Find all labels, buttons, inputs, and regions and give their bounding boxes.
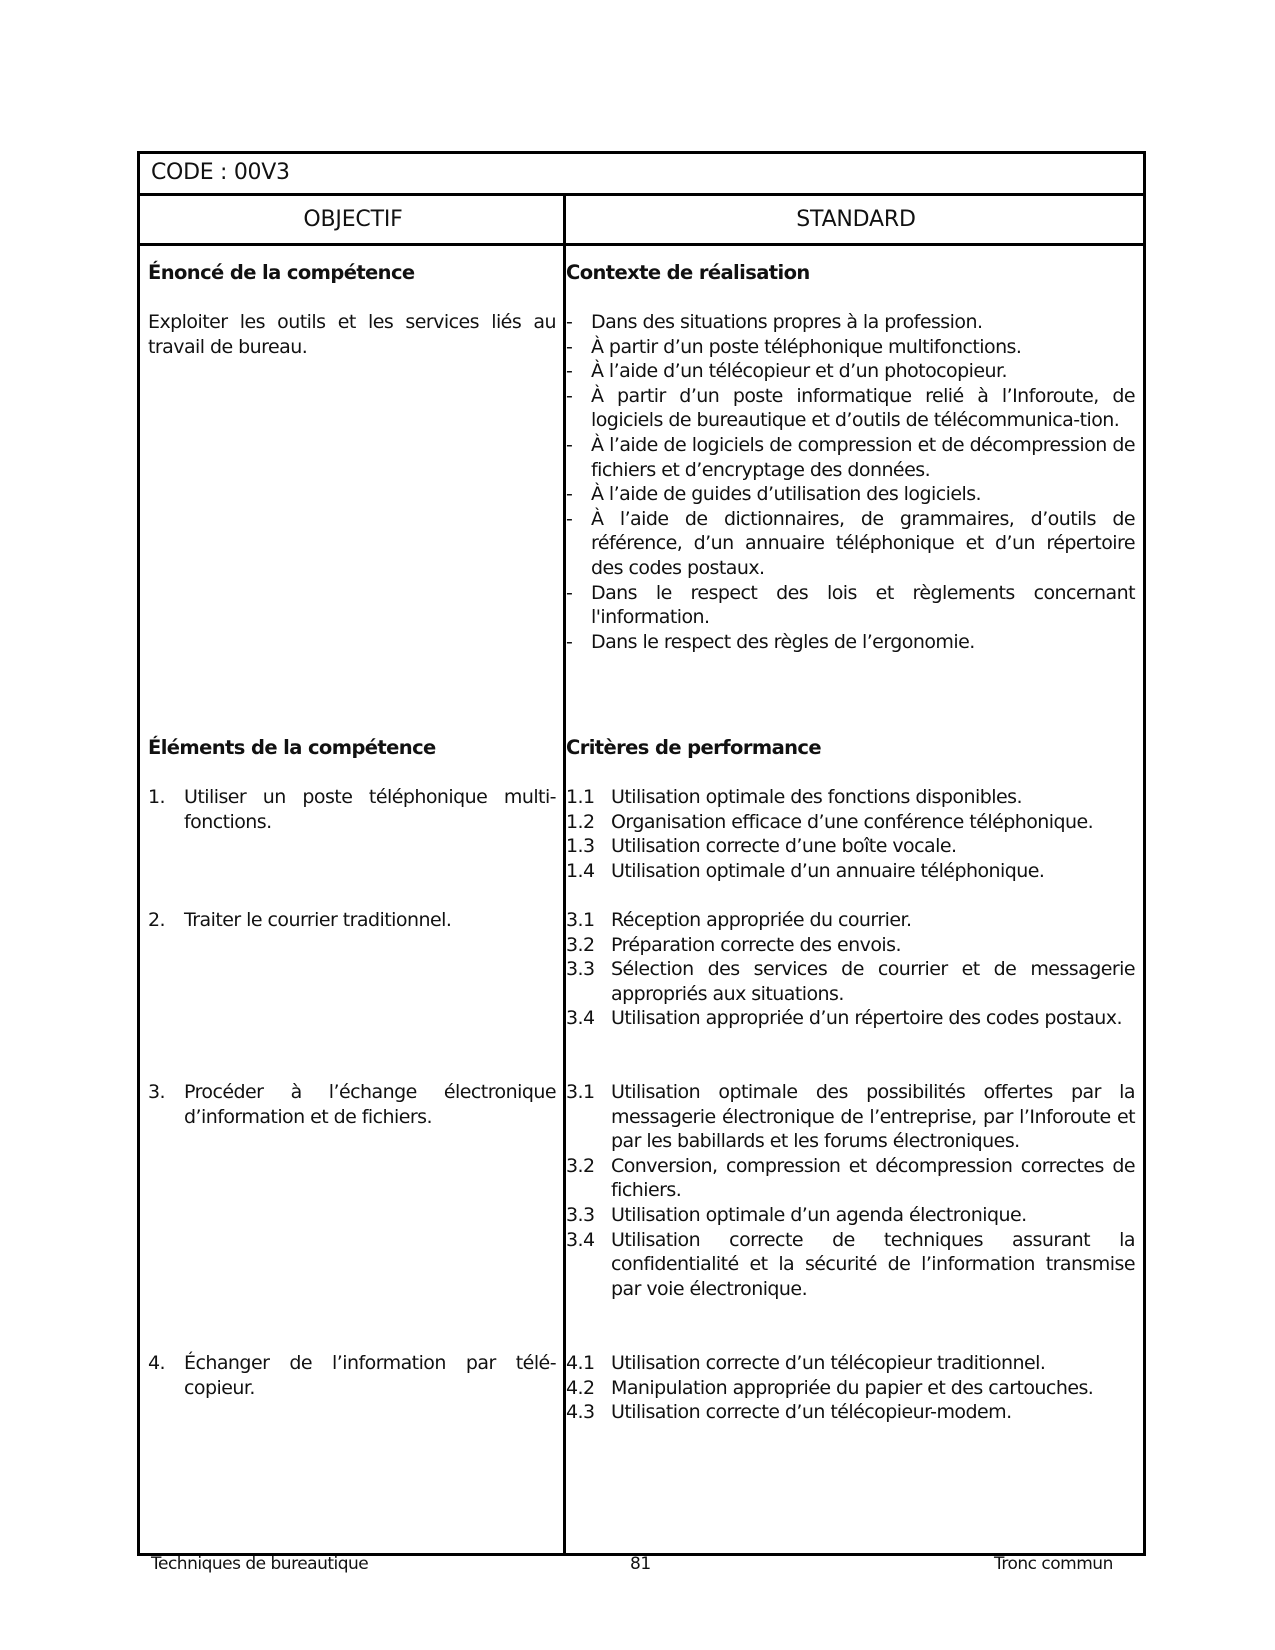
element-item [148, 1351, 556, 1400]
header-standard: STANDARD [796, 207, 916, 232]
standard-column [566, 246, 1135, 1553]
critere-item: 1.4 Utilisation optimale d’un annuaire téléphonique. [566, 859, 1045, 882]
code-label: CODE : 00V3 [140, 154, 1143, 196]
elements-heading: Éléments de la compétence [148, 736, 436, 759]
contexte-item: - À partir d’un poste informatique relié à l’Inforoute, de logiciels de bureautique et d’outils de télécommunica-tion. [566, 384, 1135, 432]
critere-item: 3.2 Préparation correcte des envois. [566, 933, 901, 956]
header-objectif: OBJECTIF [303, 207, 403, 232]
element-item [148, 1080, 556, 1129]
footer-page-number: 81 [630, 1554, 651, 1574]
contexte-item: - À l’aide de dictionnaires, de grammaires, d’outils de référence, d’un annuaire téléphonique et d’un répertoire des codes postaux. [566, 507, 1135, 579]
element-item [148, 908, 556, 933]
element-text: Procéder à l’échange électronique d’information et de fichiers. [184, 1081, 556, 1128]
element-number: 2. [148, 909, 166, 931]
critere-item: 3.3 Sélection des services de courrier et de messagerie appropriés aux situations. [566, 958, 1135, 1005]
critere-item: 3.1 Réception appropriée du courrier. [566, 909, 912, 931]
critere-item: 3.3 Utilisation optimale d’un agenda électronique. [566, 1203, 1027, 1226]
critere-item: 1.1 Utilisation optimale des fonctions disponibles. [566, 786, 1022, 808]
critere-item: 1.2 Organisation efficace d’une conférence téléphonique. [566, 810, 1094, 833]
contexte-item: - À l’aide de logiciels de compression et de décompression de fichiers et d’encryptage des données. [566, 433, 1135, 481]
critere-item: 3.4 Utilisation appropriée d’un répertoire des codes postaux. [566, 1007, 1122, 1030]
critere-item: 3.1 Utilisation optimale des possibilités offertes par la messagerie électronique de l’entreprise, par l’Inforoute et par les babillards et les forums électroniques. [566, 1081, 1135, 1153]
column-headers [140, 196, 1143, 246]
contexte-item: - À l’aide d’un télécopieur et d’un photocopieur. [566, 360, 1007, 383]
contexte-item: - Dans des situations propres à la profession. [566, 311, 983, 333]
contexte-item: - Dans le respect des règles de l’ergonomie. [566, 630, 975, 653]
enonce-heading: Énoncé de la compétence [148, 261, 415, 284]
critere-item: 3.2 Conversion, compression et décompression correctes de fichiers. [566, 1154, 1135, 1202]
criteres-group-3 [566, 1080, 1135, 1301]
critere-item: 3.4 Utilisation correcte de techniques assurant la confidentialité et la sécurité de l’information transmise par voie électronique. [566, 1228, 1135, 1300]
competency-table [137, 151, 1146, 1556]
criteres-group-2 [566, 908, 1135, 1031]
contexte-list [566, 310, 1135, 654]
objectif-column [148, 246, 556, 1553]
footer-section: Tronc commun [994, 1554, 1113, 1574]
criteres-group-1 [566, 785, 1135, 883]
critere-item: 4.1 Utilisation correcte d’un télécopieur traditionnel. [566, 1352, 1046, 1374]
element-text: Utiliser un poste téléphonique multi-fonctions. [184, 786, 556, 833]
footer-program-title: Techniques de bureautique [151, 1554, 369, 1574]
element-text: Échanger de l’information par télé-copieur. [184, 1352, 556, 1399]
element-number: 1. [148, 786, 166, 808]
critere-item: 1.3 Utilisation correcte d’une boîte vocale. [566, 835, 957, 858]
contexte-item: - À l’aide de guides d’utilisation des logiciels. [566, 483, 982, 506]
contexte-heading: Contexte de réalisation [566, 261, 810, 284]
element-number: 3. [148, 1081, 166, 1103]
contexte-item: - Dans le respect des lois et règlements concernant l'information. [566, 581, 1135, 629]
critere-item: 4.2 Manipulation appropriée du papier et des cartouches. [566, 1376, 1094, 1399]
criteres-group-4 [566, 1351, 1135, 1425]
critere-item: 4.3 Utilisation correcte d’un télécopieur-modem. [566, 1401, 1012, 1424]
enonce-text: Exploiter les outils et les services liés au travail de bureau. [148, 311, 556, 358]
criteres-heading: Critères de performance [566, 736, 822, 759]
element-item [148, 785, 556, 834]
contexte-item: - À partir d’un poste téléphonique multifonctions. [566, 335, 1022, 358]
element-number: 4. [148, 1352, 166, 1374]
element-text: Traiter le courrier traditionnel. [184, 909, 452, 931]
